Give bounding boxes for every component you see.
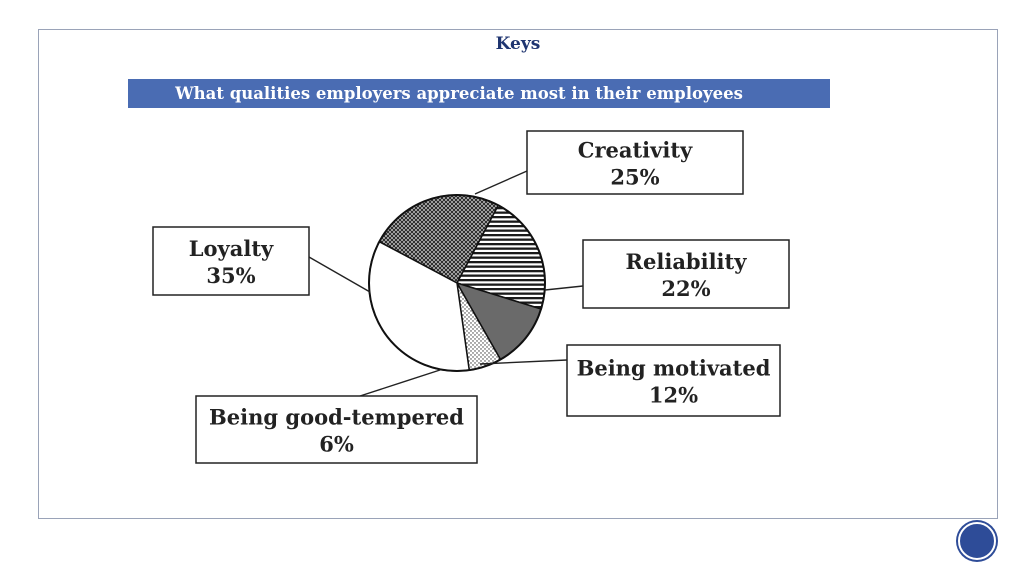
- slice-label-box: [583, 240, 789, 308]
- slice-label-box: [527, 131, 743, 194]
- slice-value-label: 12%: [648, 382, 699, 408]
- slice-name-label: Reliability: [625, 249, 747, 274]
- slice-name-label: Being good-tempered: [209, 404, 464, 430]
- slice-value-label: 25%: [610, 164, 660, 190]
- chart-title-banner: What qualities employers appreciate most in their employees: [128, 79, 830, 108]
- slice-value-label: 35%: [206, 263, 256, 288]
- slide-title: Keys: [495, 34, 541, 54]
- slice-name-label: Loyalty: [188, 236, 274, 261]
- page-number-badge: [958, 522, 996, 560]
- slice-name-label: Being motivated: [576, 355, 771, 381]
- leader-line: [475, 171, 527, 194]
- slice-value-label: 22%: [661, 276, 711, 301]
- slice-label-box: [196, 396, 477, 463]
- leader-line: [309, 257, 370, 292]
- slice-label-box: [153, 227, 309, 295]
- leader-line: [360, 370, 440, 396]
- leader-line: [545, 286, 583, 290]
- slice-value-label: 6%: [319, 431, 354, 457]
- slice-name-label: Creativity: [577, 137, 693, 163]
- slice-label-box: [567, 345, 780, 416]
